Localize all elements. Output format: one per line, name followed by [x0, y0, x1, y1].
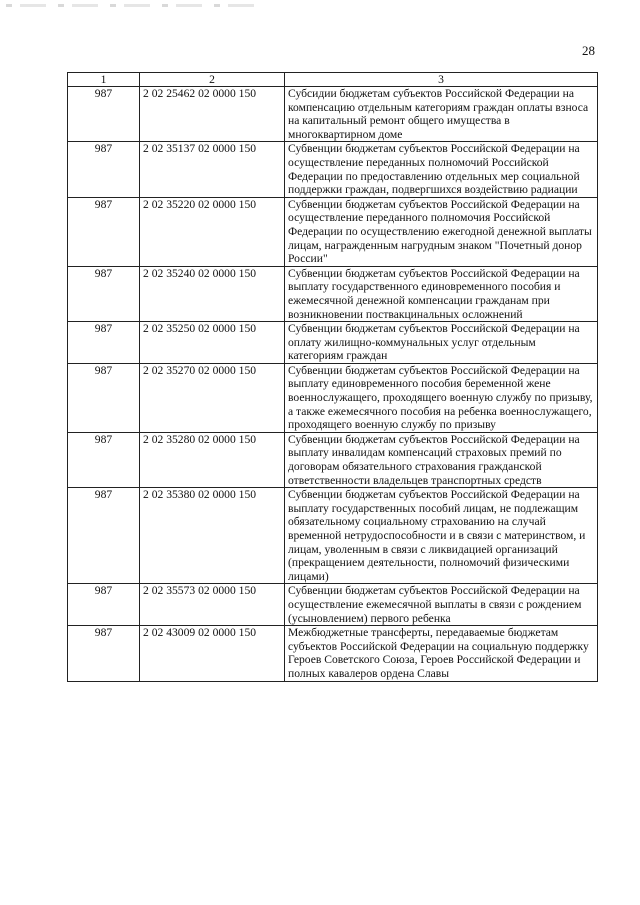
cell-chapter: 987 — [68, 626, 140, 681]
table-row — [68, 197, 598, 266]
cell-name: Субвенции бюджетам субъектов Российской Федерации на осуществление ежемесячной выплаты в связи с рождением (усыновлением) первого ребенка — [285, 584, 598, 626]
cell-chapter: 987 — [68, 432, 140, 487]
cell-name: Субвенции бюджетам субъектов Российской Федерации на выплату государственных пособий лицам, не подлежащим обязательному социальному страхованию на случай временной нетрудоспособности и в связи с материнством, и лицам, уволенным в связи с ликвидацией организаций (прекращением деятельности, полномочий физическими лицами) — [285, 488, 598, 584]
cell-code: 2 02 35270 02 0000 150 — [140, 363, 285, 432]
column-header-name: 3 — [285, 73, 598, 87]
table-row — [68, 432, 598, 487]
cell-chapter: 987 — [68, 584, 140, 626]
cell-name: Субвенции бюджетам субъектов Российской Федерации на осуществление переданного полномочия Российской Федерации по осуществлению ежегодной денежной выплаты лицам, награжденным нагрудным знаком "Почетный донор России" — [285, 197, 598, 266]
cell-name: Субсидии бюджетам субъектов Российской Федерации на компенсацию отдельным категориям граждан оплаты взноса на капитальный ремонт общего имущества в многоквартирном доме — [285, 87, 598, 142]
table-row — [68, 87, 598, 142]
cell-name: Субвенции бюджетам субъектов Российской Федерации на выплату единовременного пособия беременной жене военнослужащего, проходящего военную службу по призыву, а также ежемесячного пособия на ребенка военнослужащего, проходящего военную службу по призыву — [285, 363, 598, 432]
cell-code: 2 02 43009 02 0000 150 — [140, 626, 285, 681]
cell-code: 2 02 35280 02 0000 150 — [140, 432, 285, 487]
table-row — [68, 626, 598, 681]
table-row — [68, 266, 598, 321]
cell-code: 2 02 35240 02 0000 150 — [140, 266, 285, 321]
cell-code: 2 02 35220 02 0000 150 — [140, 197, 285, 266]
cell-chapter: 987 — [68, 266, 140, 321]
cell-name: Межбюджетные трансферты, передаваемые бюджетам субъектов Российской Федерации на социальную поддержку Героев Советского Союза, Героев Российской Федерации и полных кавалеров ордена Славы — [285, 626, 598, 681]
table-row — [68, 142, 598, 197]
table-header-row — [68, 73, 598, 87]
cell-chapter: 987 — [68, 322, 140, 364]
cell-chapter: 987 — [68, 142, 140, 197]
column-header-chapter: 1 — [68, 73, 140, 87]
cell-code: 2 02 35573 02 0000 150 — [140, 584, 285, 626]
table-row — [68, 322, 598, 364]
cell-name: Субвенции бюджетам субъектов Российской Федерации на осуществление переданных полномочий Российской Федерации по предоставлению отдельных мер социальной поддержки граждан, подвергшихся воздействию радиации — [285, 142, 598, 197]
table-row — [68, 488, 598, 584]
page-number: 28 — [582, 43, 595, 58]
cell-chapter: 987 — [68, 363, 140, 432]
cell-chapter: 987 — [68, 197, 140, 266]
cell-code: 2 02 35250 02 0000 150 — [140, 322, 285, 364]
cell-code: 2 02 25462 02 0000 150 — [140, 87, 285, 142]
budget-code-table — [67, 72, 598, 682]
scan-artifact — [6, 4, 256, 7]
cell-chapter: 987 — [68, 87, 140, 142]
cell-code: 2 02 35380 02 0000 150 — [140, 488, 285, 584]
table-row — [68, 584, 598, 626]
cell-name: Субвенции бюджетам субъектов Российской Федерации на выплату инвалидам компенсаций страховых премий по договорам обязательного страхования гражданской ответственности владельцев транспортных средств — [285, 432, 598, 487]
cell-name: Субвенции бюджетам субъектов Российской Федерации на выплату государственного единовременного пособия и ежемесячной денежной компенсации гражданам при возникновении поствакцинальных осложнений — [285, 266, 598, 321]
table-row — [68, 363, 598, 432]
column-header-code: 2 — [140, 73, 285, 87]
cell-code: 2 02 35137 02 0000 150 — [140, 142, 285, 197]
cell-name: Субвенции бюджетам субъектов Российской Федерации на оплату жилищно-коммунальных услуг отдельным категориям граждан — [285, 322, 598, 364]
cell-chapter: 987 — [68, 488, 140, 584]
